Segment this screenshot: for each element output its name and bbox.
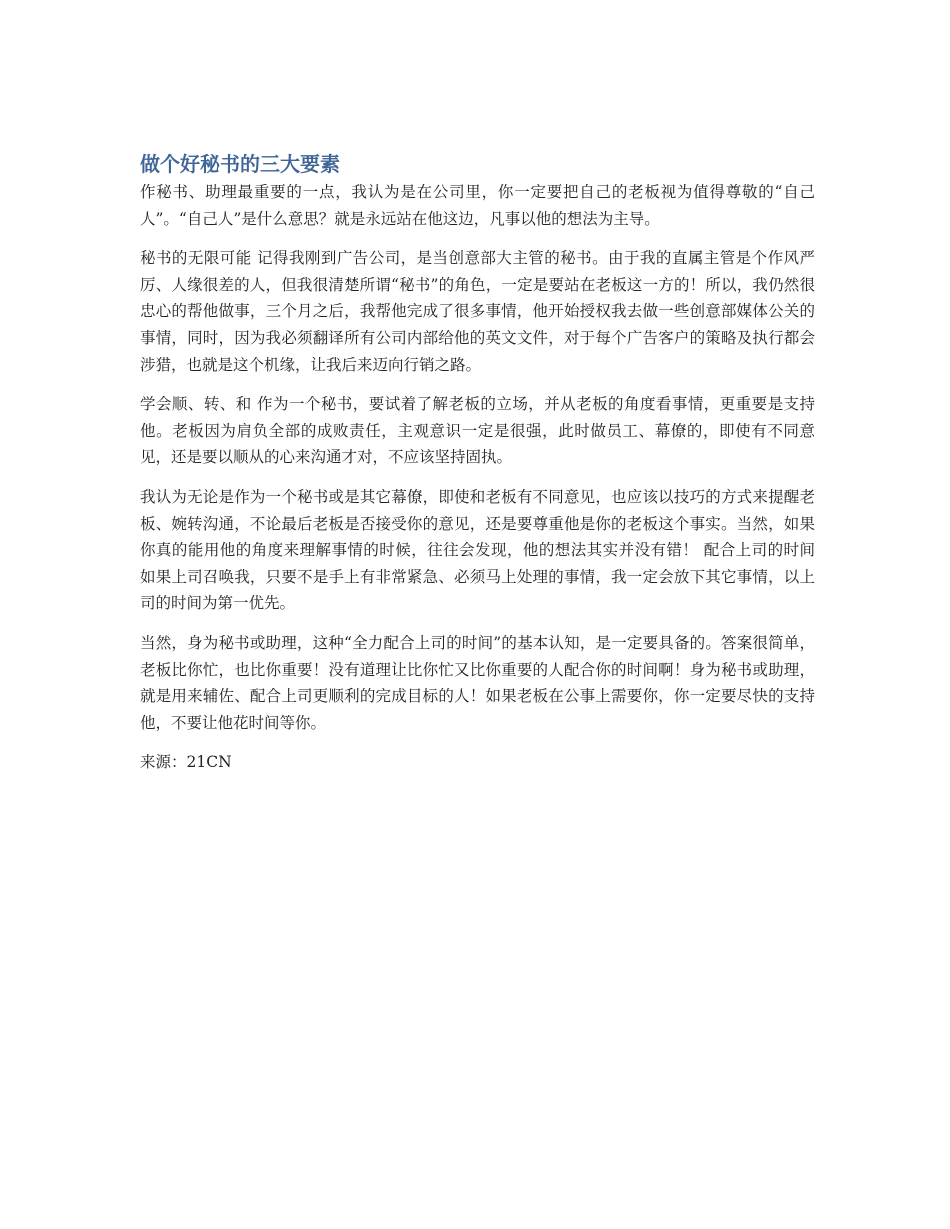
document-page xyxy=(140,149,815,776)
paragraph-3: 学会顺、转、和 作为一个秘书，要试着了解老板的立场，并从老板的角度看事情，更重要是支持他。老板因为肩负全部的成败责任，主观意识一定是很强，此时做员工、幕僚的，即使有不同意见，还是要以顺从的心来沟通才对，不应该坚持固执。 xyxy=(140,395,815,467)
paragraph-4: 我认为无论是作为一个秘书或是其它幕僚，即使和老板有不同意见，也应该以技巧的方式来提醒老板、婉转沟通，不论最后老板是否接受你的意见，还是要尊重他是你的老板这个事实。当然，如果你真的能用他的角度来理解事情的时候，往往会发现，他的想法其实并没有错！ 配合上司的时间 如果上司召唤我，只要不是手上有非常紧急、必须马上处理的事情，我一定会放下其它事情，以上司的时间为第一优先。 xyxy=(140,487,815,613)
document-title: 做个好秘书的三大要素 xyxy=(140,152,340,176)
paragraph-5: 当然，身为秘书或助理，这种“全力配合上司的时间”的基本认知，是一定要具备的。答案很简单，老板比你忙，也比你重要！没有道理让比你忙又比你重要的人配合你的时间啊！身为秘书或助理，就是用来辅佐、配合上司更顺利的完成目标的人！如果老板在公事上需要你，你一定要尽快的支持他，不要让他花时间等你。 xyxy=(140,633,815,732)
source-line: 来源：21CN xyxy=(140,753,232,772)
paragraph-1: 作秘书、助理最重要的一点，我认为是在公司里，你一定要把自己的老板视为值得尊敬的“自己人”。“自己人”是什么意思？就是永远站在他这边，凡事以他的想法为主导。 xyxy=(140,183,815,228)
paragraph-2: 秘书的无限可能 记得我刚到广告公司，是当创意部大主管的秘书。由于我的直属主管是个作风严厉、人缘很差的人，但我很清楚所谓“秘书”的角色，一定是要站在老板这一方的！所以，我仍然很忠心的帮他做事，三个月之后，我帮他完成了很多事情，他开始授权我去做一些创意部媒体公关的事情，同时，因为我必须翻译所有公司内部给他的英文文件，对于每个广告客户的策略及执行都会涉猎，也就是这个机缘，让我后来迈向行销之路。 xyxy=(140,249,815,374)
